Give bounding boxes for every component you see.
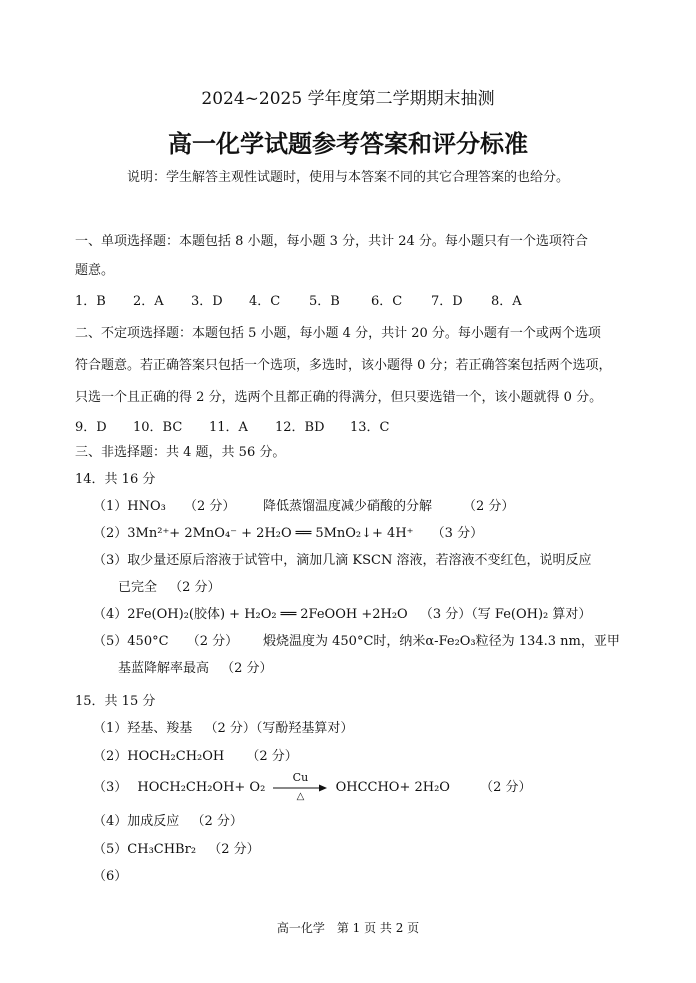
part-number: （5） <box>93 842 128 857</box>
score: （2 分） <box>480 780 532 795</box>
q14-p5-reason: 煅烧温度为 450°C时，纳米α-Fe₂O₃粒径为 134.3 nm，亚甲 <box>263 634 620 649</box>
q14-p4-equation-lhs: 2Fe(OH)₂(胶体) + H₂O₂ <box>127 607 277 622</box>
answer-7: 7．D <box>431 294 463 309</box>
section2-title-b: 符合题意。若正确答案只包括一个选项，多选时，该小题得 0 分；若正确答案包括两个选项， <box>75 358 612 373</box>
score: （2 分） <box>191 814 243 829</box>
answer-3: 3．D <box>191 294 223 309</box>
section3-title: 三、非选择题：共 4 题，共 56 分。 <box>75 445 286 460</box>
answer-9: 9．D <box>75 420 107 435</box>
answer-12: 12．BD <box>275 420 325 435</box>
answer-13: 13．C <box>350 420 390 435</box>
q15-part2 <box>93 745 298 764</box>
q14-p1-answer: HNO₃ <box>127 499 166 514</box>
part-number: （2） <box>93 526 128 541</box>
score: （2 分） <box>186 634 239 649</box>
equals-sign: ══ <box>295 526 312 541</box>
part-number: （3） <box>93 780 128 795</box>
q15-p3-equation-rhs: OHCCHO+ 2H₂O <box>335 780 450 795</box>
section2-title-a: 二、不定项选择题：本题包括 5 小题，每小题 4 分，共计 20 分。每小题有一个或两个选项 <box>75 326 601 341</box>
q14-part5-line2 <box>118 657 273 676</box>
section1-title-a: 一、单项选择题：本题包括 8 小题，每小题 3 分，共计 24 分。每小题只有一个选项符合 <box>75 234 588 249</box>
q15-part4 <box>93 810 243 829</box>
instructions-note: 说明：学生解答主观性试题时，使用与本答案不同的其它合理答案的也给分。 <box>126 170 569 185</box>
part-number: （2） <box>93 749 128 764</box>
part-number: （5） <box>93 634 128 649</box>
reaction-arrow <box>273 770 327 802</box>
answer-2: 2．A <box>133 294 164 309</box>
q15-p2-answer: HOCH₂CH₂OH <box>127 749 225 764</box>
page-title: 高一化学试题参考答案和评分标准 <box>168 129 528 158</box>
q15-heading: 15．共 15 分 <box>75 694 156 709</box>
heat-label: △ <box>296 790 305 802</box>
score: （2 分） <box>463 499 515 514</box>
q14-p5-answer: 450°C <box>127 634 169 649</box>
answer-6: 6．C <box>371 294 403 309</box>
q14-p5-reason-cont: 基蓝降解率最高 <box>118 661 210 676</box>
q14-p3-text: 取少量还原后溶液于试管中，滴加几滴 KSCN 溶液，若溶液不变红色，说明反应 <box>127 553 592 568</box>
q14-p1-reason: 降低蒸馏温度减少硝酸的分解 <box>263 499 433 514</box>
q14-part2 <box>93 522 483 541</box>
page-footer: 高一化学 第 1 页 共 2 页 <box>276 921 420 935</box>
answer-5: 5．B <box>309 294 340 309</box>
equals-sign: ══ <box>280 607 297 622</box>
score: （2 分） <box>169 580 221 595</box>
part-number: （1） <box>93 499 128 514</box>
score: （2 分） <box>184 499 236 514</box>
q15-part3 <box>93 770 532 802</box>
exam-term-line: 2024~2025 学年度第二学期期末抽测 <box>201 89 495 109</box>
q15-p1-answer: 羟基、羧基 <box>127 721 193 736</box>
part-number: （4） <box>93 814 128 829</box>
section1-title-b: 题意。 <box>75 263 115 278</box>
catalyst-label: Cu <box>292 770 309 784</box>
score: （2 分）（写酚羟基算对） <box>204 721 354 736</box>
q14-part1 <box>93 495 515 514</box>
section2-title-c: 只选一个且正确的得 2 分，选两个且都正确的得满分，但只要选错一个，该小题就得 0 分。 <box>75 390 603 405</box>
q14-p2-equation-lhs: 3Mn²⁺+ 2MnO₄⁻ + 2H₂O <box>127 526 292 541</box>
q14-heading: 14．共 16 分 <box>75 472 156 487</box>
answer-4: 4．C <box>249 294 281 309</box>
q14-part3-line1 <box>93 549 592 568</box>
q14-p3-text-cont: 已完全 <box>118 580 158 595</box>
q14-part5-line1 <box>93 630 620 649</box>
q14-p4-equation-rhs: 2FeOOH +2H₂O <box>300 607 408 622</box>
part-number: （3） <box>93 553 128 568</box>
q15-p5-answer: CH₃CHBr₂ <box>127 842 197 857</box>
q15-p3-equation-lhs: HOCH₂CH₂OH+ O₂ <box>137 780 266 795</box>
q15-p4-answer: 加成反应 <box>127 814 180 829</box>
score: （2 分） <box>246 749 298 764</box>
q15-part1 <box>93 717 353 736</box>
q14-part4 <box>93 603 591 622</box>
q15-part5 <box>93 838 260 857</box>
score: （3 分） <box>431 526 484 541</box>
q14-p2-equation-rhs: 5MnO₂↓+ 4H⁺ <box>315 526 414 541</box>
q15-part6 <box>93 865 127 884</box>
score: （3 分）（写 Fe(OH)₂ 算对） <box>419 607 592 622</box>
part-number: （6） <box>93 869 128 884</box>
answer-1: 1．B <box>75 294 106 309</box>
part-number: （4） <box>93 607 128 622</box>
answer-8: 8．A <box>491 294 522 309</box>
score: （2 分） <box>221 661 273 676</box>
score: （2 分） <box>208 842 260 857</box>
answer-10: 10．BC <box>133 420 183 435</box>
part-number: （1） <box>93 721 128 736</box>
q14-part3-line2 <box>118 576 221 595</box>
answer-11: 11．A <box>209 420 248 435</box>
